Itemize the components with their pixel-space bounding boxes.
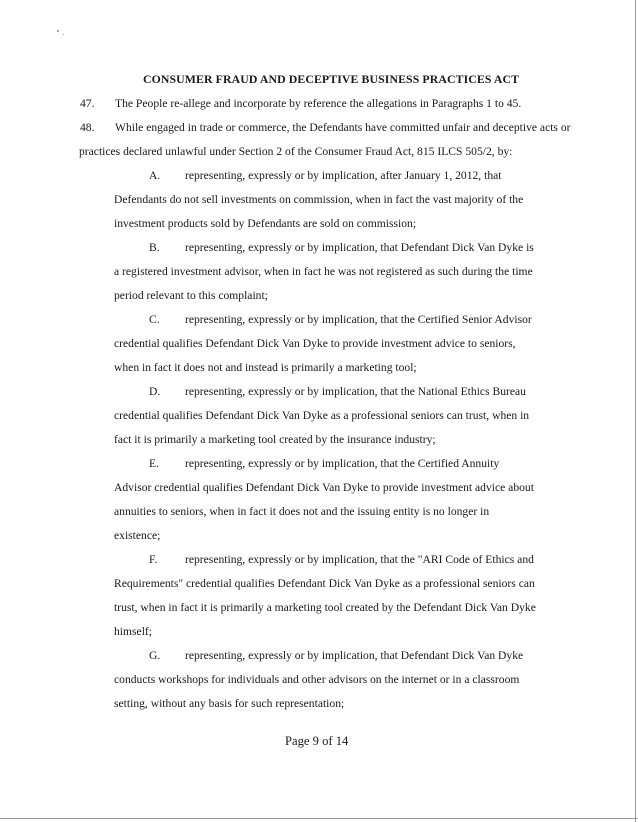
scan-speck — [63, 34, 64, 35]
subitem-line: representing, expressly or by implication, after January 1, 2012, that — [185, 169, 502, 182]
subitem-line: Requirements" credential qualifies Defendant Dick Van Dyke as a professional seniors can — [114, 577, 535, 590]
subitem-line: investment products sold by Defendants are sold on commission; — [114, 217, 417, 230]
subitem-letter: B. — [149, 241, 160, 254]
scan-speck — [57, 30, 59, 32]
paragraph-line: practices declared unlawful under Section 2 of the Consumer Fraud Act, 815 ILCS 505/2, by: — [79, 145, 513, 158]
subitem-letter: G. — [149, 649, 161, 662]
page-edge-right — [635, 0, 636, 822]
subitem-line: representing, expressly or by implication, that the National Ethics Bureau — [185, 385, 526, 398]
paragraph-line: The People re-allege and incorporate by reference the allegations in Paragraphs 1 to 45. — [115, 97, 522, 110]
subitem-line: himself; — [114, 625, 152, 638]
subitem-line: representing, expressly or by implication, that Defendant Dick Van Dyke is — [185, 241, 534, 254]
subitem-line: conducts workshops for individuals and other advisors on the internet or in a classroom — [114, 673, 520, 686]
subitem-line: setting, without any basis for such representation; — [114, 697, 345, 710]
subitem-line: a registered investment advisor, when in fact he was not registered as such during the time — [114, 265, 533, 278]
subitem-letter: D. — [149, 385, 161, 398]
subitem-line: Advisor credential qualifies Defendant Dick Van Dyke to provide investment advice about — [114, 481, 534, 494]
section-title: CONSUMER FRAUD AND DECEPTIVE BUSINESS PRACTICES ACT — [143, 72, 520, 86]
paragraph-line: While engaged in trade or commerce, the Defendants have committed unfair and deceptive acts or — [115, 121, 571, 134]
subitem-line: trust, when in fact it is primarily a marketing tool created by the Defendant Dick Van Dyke — [114, 601, 536, 614]
subitem-letter: F. — [149, 553, 158, 566]
subitem-line: representing, expressly or by implication, that the Certified Senior Advisor — [185, 313, 532, 326]
subitem-line: period relevant to this complaint; — [114, 289, 268, 302]
subitem-line: existence; — [114, 529, 161, 542]
subitem-line: credential qualifies Defendant Dick Van Dyke to provide investment advice to seniors, — [114, 337, 516, 350]
subitem-line: Defendants do not sell investments on commission, when in fact the vast majority of the — [114, 193, 524, 206]
paragraph-number: 48. — [80, 121, 95, 134]
subitem-line: fact it is primarily a marketing tool created by the insurance industry; — [114, 433, 436, 446]
subitem-line: when in fact it does not and instead is primarily a marketing tool; — [114, 361, 417, 374]
subitem-line: credential qualifies Defendant Dick Van Dyke as a professional seniors can trust, when in — [114, 409, 530, 422]
subitem-line: annuities to seniors, when in fact it does not and the issuing entity is no longer in — [114, 505, 490, 518]
subitem-line: representing, expressly or by implication, that Defendant Dick Van Dyke — [185, 649, 524, 662]
subitem-line: representing, expressly or by implication, that the "ARI Code of Ethics and — [185, 553, 534, 566]
subitem-letter: C. — [149, 313, 160, 326]
subitem-line: representing, expressly or by implication, that the Certified Annuity — [185, 457, 500, 470]
subitem-letter: E. — [149, 457, 159, 470]
page-edge-bottom — [0, 818, 638, 819]
paragraph-number: 47. — [80, 97, 95, 110]
page-footer: Page 9 of 14 — [285, 734, 349, 748]
subitem-letter: A. — [149, 169, 161, 182]
